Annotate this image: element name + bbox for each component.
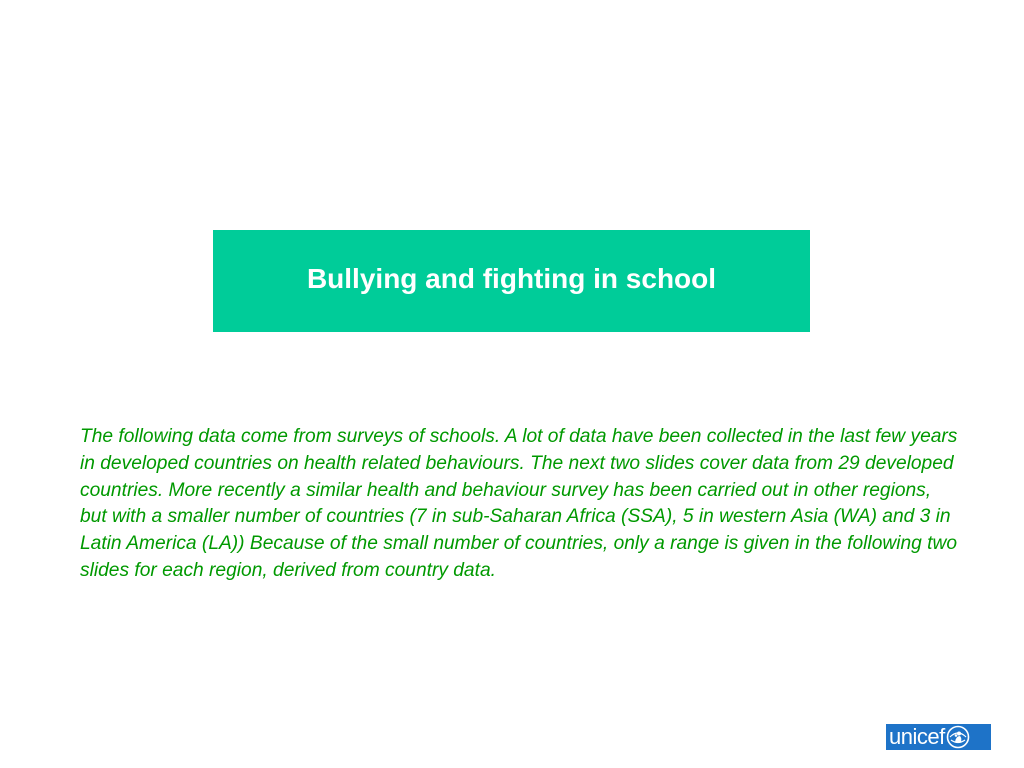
logo-wordmark: unicef [889,724,945,749]
unicef-emblem-icon [946,725,970,749]
slide-body-text: The following data come from surveys of schools. A lot of data have been collected in the last few years in developed countries on health related behaviours. The next two slides cover data from 29 developed countries. More recently a similar health and behaviour survey has been carried out in other regions, but with a smaller number of countries (7 in sub-Saharan Africa (SSA), 5 in western Asia (WA) and 3 in Latin America (LA)) Because of the small number of countries, only a range is given in the following two slides for each region, derived from country data. [80,426,958,581]
title-banner [213,230,810,332]
slide-title: Bullying and fighting in school [306,263,717,294]
unicef-logo [886,724,991,750]
